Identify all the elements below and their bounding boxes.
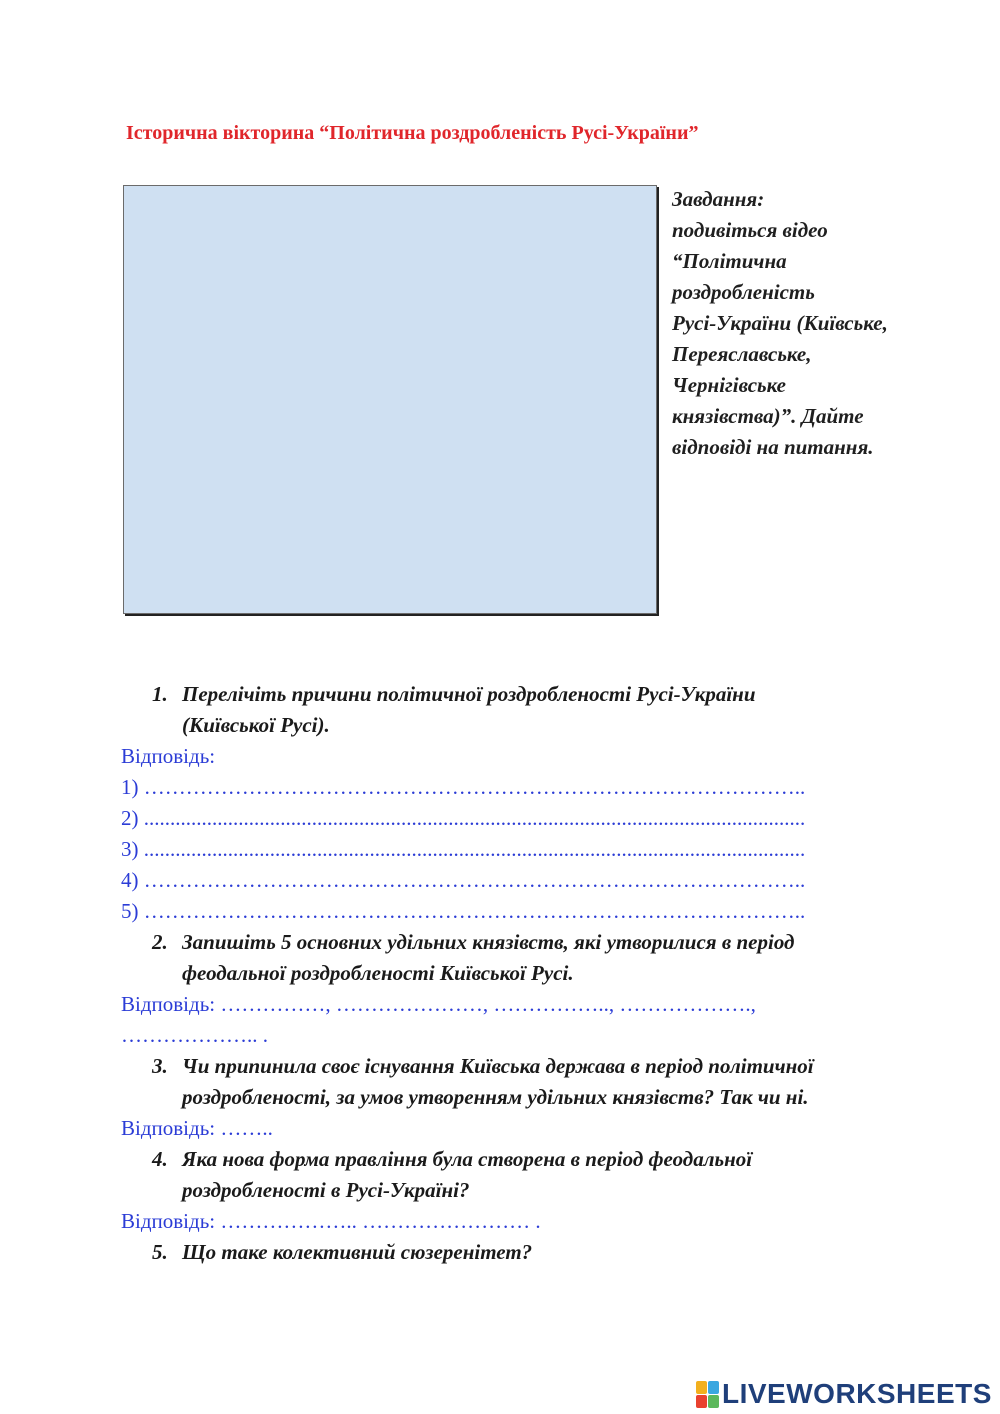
task-line: відповіді на питання. xyxy=(672,435,874,459)
question-text-line: Що таке колективний сюзеренітет? xyxy=(182,1240,533,1264)
answer-q2-line-1[interactable]: Відповідь: ……………, …………………, …………….., ………………., xyxy=(121,992,756,1016)
question-1 xyxy=(152,679,756,741)
answer-q4[interactable]: Відповідь: ……………….. …………………… . xyxy=(121,1209,541,1233)
question-text-line: (Київської Русі). xyxy=(182,713,330,737)
question-2 xyxy=(152,927,794,989)
task-line: подивіться відео xyxy=(672,218,828,242)
logo-tile xyxy=(708,1381,719,1394)
question-text-line: роздробленості, за умов утворенням удільних князівств? Так чи ні. xyxy=(182,1085,809,1109)
answer-q2-line-2[interactable]: ……………….. . xyxy=(121,1023,268,1047)
question-text-line: Яка нова форма правління була створена в період феодальної xyxy=(182,1147,753,1171)
question-text-line: феодальної роздробленості Київської Русі. xyxy=(182,961,574,985)
question-4 xyxy=(152,1144,752,1206)
task-line: Завдання: xyxy=(672,187,765,211)
question-number: 5. xyxy=(152,1240,168,1264)
task-description xyxy=(672,184,932,463)
question-number: 1. xyxy=(152,682,168,706)
answer-q3[interactable]: Відповідь: …….. xyxy=(121,1116,273,1140)
logo-tile xyxy=(696,1395,707,1408)
question-number: 2. xyxy=(152,930,168,954)
worksheet-title: Історична вікторина “Політична роздробленість Русі-України” xyxy=(126,122,699,144)
answer-line-5[interactable]: 5) ………………………………………………………………………………….. xyxy=(121,899,806,923)
question-3 xyxy=(152,1051,814,1113)
task-line: князівства)”. Дайте xyxy=(672,404,864,428)
question-text-line: роздробленості в Русі-Україні? xyxy=(182,1178,470,1202)
question-5 xyxy=(152,1237,532,1268)
answer-line-2[interactable]: 2) .............................................................................................................................. xyxy=(121,806,806,830)
question-text-line: Перелічіть причини політичної роздробленості Русі-України xyxy=(182,682,756,706)
answer-line-3[interactable]: 3) .............................................................................................................................. xyxy=(121,837,806,861)
question-text-line: Чи припинила своє існування Київська держава в період політичної xyxy=(182,1054,814,1078)
task-line: роздробленість xyxy=(672,280,815,304)
answer-label: Відповідь: xyxy=(121,744,216,768)
video-placeholder[interactable] xyxy=(123,185,657,614)
question-number: 4. xyxy=(152,1147,168,1171)
question-number: 3. xyxy=(152,1054,168,1078)
logo-tile xyxy=(708,1395,719,1408)
task-line: “Політична xyxy=(672,249,787,273)
answer-line-4[interactable]: 4) ………………………………………………………………………………….. xyxy=(121,868,806,892)
task-line: Чернігівське xyxy=(672,373,786,397)
answer-line-1[interactable]: 1) ………………………………………………………………………………….. xyxy=(121,775,806,799)
task-line: Русі-України (Київське, xyxy=(672,311,888,335)
logo-text: LIVEWORKSHEETS xyxy=(722,1378,992,1409)
liveworksheets-logo-icon xyxy=(696,1381,718,1407)
logo-tile xyxy=(696,1381,707,1394)
question-text-line: Запишіть 5 основних удільних князівств, які утворилися в період xyxy=(182,930,795,954)
liveworksheets-logo xyxy=(696,1374,992,1414)
task-line: Переяславське, xyxy=(672,342,812,366)
